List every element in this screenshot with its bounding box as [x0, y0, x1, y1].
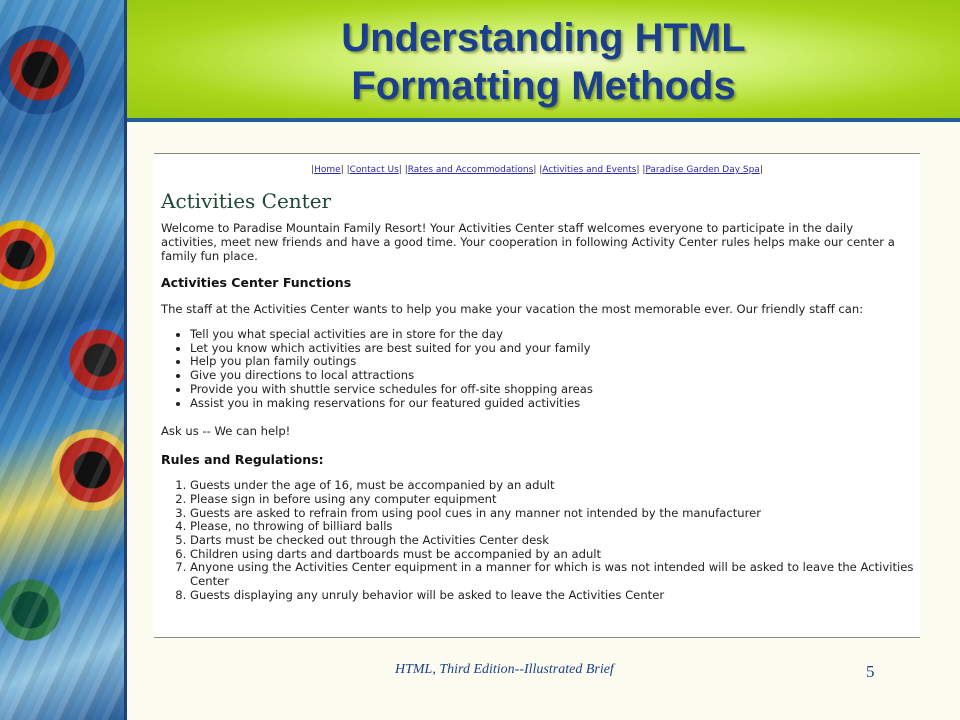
- rules-list: [154, 479, 920, 602]
- list-item: 8. Guests displaying any unruly behavior will be asked to leave the Activities Center: [190, 589, 920, 603]
- page-heading: Activities Center: [161, 189, 332, 213]
- slide-title-line-1: Understanding HTML: [341, 16, 746, 60]
- nav-bar: |Home| |Contact Us| |Rates and Accommodations| |Activities and Events| |Paradise Garden Day Spa|: [311, 165, 763, 175]
- functions-intro: The staff at the Activities Center wants to help you make your vacation the most memorable ever. Our friendly staff can:: [161, 302, 864, 316]
- list-item: • Provide you with shuttle service schedules for off-site shopping areas: [190, 383, 920, 397]
- rules-heading: Rules and Regulations:: [161, 452, 324, 468]
- functions-heading: Activities Center Functions: [161, 275, 352, 290]
- ask-us-text: Ask us -- We can help!: [161, 424, 291, 439]
- nav-link-home[interactable]: Home: [314, 165, 341, 175]
- functions-list: [154, 328, 920, 410]
- slide-title: [127, 14, 960, 110]
- list-item: • Let you know which activities are best suited for you and your family: [190, 342, 920, 356]
- list-item: 5. Darts must be checked out through the Activities Center desk: [190, 534, 920, 548]
- list-item: 7. Anyone using the Activities Center equipment in a manner for which is was not intended will be asked to leave the Activities Center: [190, 561, 920, 588]
- footer-book-title: HTML, Third Edition--Illustrated Brief: [395, 662, 614, 677]
- nav-link-rates[interactable]: Rates and Accommodations: [407, 165, 534, 175]
- nav-link-activities[interactable]: Activities and Events: [542, 165, 637, 175]
- webpage-screenshot: [154, 153, 920, 638]
- slide-title-line-2: Formatting Methods: [351, 64, 736, 108]
- decorative-painting-strip: [0, 0, 124, 720]
- list-item: 4. Please, no throwing of billiard balls: [190, 520, 920, 534]
- list-item: • Tell you what special activities are in store for the day: [190, 328, 920, 342]
- list-item: • Give you directions to local attractions: [190, 369, 920, 383]
- nav-link-spa[interactable]: Paradise Garden Day Spa: [645, 165, 760, 175]
- list-item: 3. Guests are asked to refrain from using pool cues in any manner not intended by the manufacturer: [190, 507, 920, 521]
- intro-paragraph: Welcome to Paradise Mountain Family Resort! Your Activities Center staff welcomes everyone to participate in the daily activities, meet new friends and have a good time. Your cooperation in following Activity Center rules helps make our center a family fun place.: [161, 221, 895, 263]
- list-item: 6. Children using darts and dartboards must be accompanied by an adult: [190, 548, 920, 562]
- nav-link-contact-us[interactable]: Contact Us: [349, 165, 399, 175]
- list-item: 1. Guests under the age of 16, must be accompanied by an adult: [190, 479, 920, 493]
- list-item: • Help you plan family outings: [190, 355, 920, 369]
- list-item: 2. Please sign in before using any computer equipment: [190, 493, 920, 507]
- page-number: 5: [866, 662, 875, 681]
- list-item: • Assist you in making reservations for our featured guided activities: [190, 397, 920, 411]
